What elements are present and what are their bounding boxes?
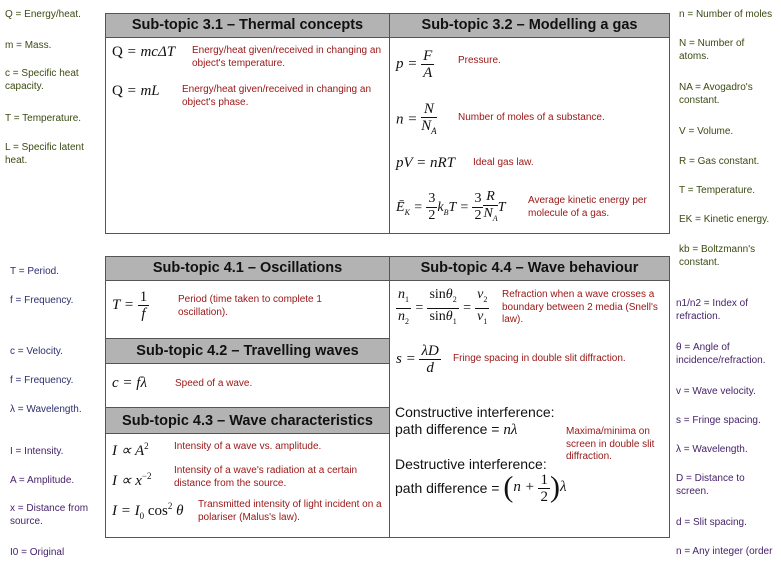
destructive-label: Destructive interference: (395, 456, 547, 472)
topic-4-2-header: Sub-topic 4.2 – Travelling waves (105, 338, 390, 364)
eq-moles: n = $\frac{N}{N_A}$ (396, 101, 437, 136)
legend-na: NA = Avogadro's constant. (679, 82, 753, 106)
constructive-path-label: path difference = (395, 421, 500, 437)
legend-frequency-2: f = Frequency. (10, 375, 74, 386)
eq-malus: $I = I_0$ $\cos^2 \theta$ (112, 501, 184, 521)
eq-q-ml: Q = mL (112, 83, 160, 99)
legend-intensity: I = Intensity. (10, 446, 64, 457)
desc-3-1-2: Energy/heat given/received in changing an object's phase. (182, 84, 372, 108)
legend-wave-velocity: v = Wave velocity. (676, 386, 756, 397)
desc-4-1-1: Period (time taken to complete 1 oscillation). (178, 294, 322, 318)
legend-kb: kb = Boltzmann's constant. (679, 244, 756, 268)
eq-q-mct: Q = mcΔT (112, 44, 176, 60)
eq-pressure: p = $\frac{F}{A}$ (396, 48, 433, 81)
eq-ideal-gas: pV = nRT (396, 155, 456, 171)
desc-3-2-1: Pressure. (458, 55, 501, 66)
topic-3-2-header: Sub-topic 3.2 – Modelling a gas (389, 13, 670, 38)
legend-theta: θ = Angle of incidence/refraction. (676, 342, 766, 366)
eq-snell: $\frac{n_1}{n_2}$ = $\frac{\sin\theta_2}{\sin\theta_1}$ = $\frac{v_2}{v_1}$ (398, 287, 488, 326)
eq-wave-speed: c = fλ (112, 375, 147, 391)
desc-4-2-1: Speed of a wave. (175, 378, 253, 389)
desc-4-4-1: Refraction when a wave crosses a boundary between 2 media (Snell's law). (502, 289, 658, 325)
eq-intensity-distance: $I \propto x^{-2}$ (112, 471, 152, 489)
eq-kinetic: $Ē_K$ = $\frac{3}{2}$ $k_BT$ = $\frac{3}{2}$ $\frac{R}{N_A}$ T (396, 189, 506, 224)
desc-3-2-2: Number of moles of a substance. (458, 112, 605, 123)
legend-slit: d = Slit spacing. (676, 517, 747, 528)
divider-3 (389, 13, 390, 234)
legend-v: V = Volume. (679, 126, 734, 137)
eq-period: T = $\frac{1}{f}$ (112, 289, 148, 322)
legend-distance: x = Distance from source. (10, 503, 89, 527)
constructive-path: path difference = nλ (395, 421, 518, 438)
desc-4-3-3: Transmitted intensity of light incident on a polariser (Malus's law). (198, 499, 382, 523)
legend-amplitude: A = Amplitude. (10, 475, 75, 486)
desc-4-3-1: Intensity of a wave vs. amplitude. (174, 441, 322, 452)
constructive-label: Constructive interference: (395, 404, 555, 420)
desc-3-2-3: Ideal gas law. (473, 157, 534, 168)
eq-fringe: s = $\frac{\lambda D}{d}$ (396, 343, 439, 376)
legend-d-screen: D = Distance to screen. (676, 473, 745, 497)
legend-ek: EK = Kinetic energy. (679, 214, 770, 225)
divider-4 (389, 256, 390, 538)
eq-intensity-amplitude: $I \propto A^2$ (112, 441, 149, 459)
desc-3-2-4: Average kinetic energy per molecule of a gas. (528, 195, 647, 219)
destructive-path: path difference = (n + $\frac{1}{2}$ )λ (395, 471, 567, 505)
desc-4-4-2: Fringe spacing in double slit diffraction. (453, 353, 626, 364)
desc-4-3-2: Intensity of a wave's radiation at a certain distance from the source. (174, 465, 358, 489)
legend-wavelength: λ = Wavelength. (10, 404, 82, 415)
legend-m: m = Mass. (5, 40, 52, 51)
legend-n-moles: n = Number of moles (679, 9, 773, 20)
legend-n-atoms: N = Number of atoms. (679, 38, 745, 62)
legend-original: I0 = Original (10, 547, 65, 558)
legend-r: R = Gas constant. (679, 156, 760, 167)
legend-q: Q = Energy/heat. (5, 9, 81, 20)
topic-4-3-header: Sub-topic 4.3 – Wave characteristics (105, 407, 390, 434)
legend-l: L = Specific latent heat. (5, 142, 84, 166)
legend-t: T = Temperature. (5, 113, 82, 124)
legend-fringe: s = Fringe spacing. (676, 415, 761, 426)
legend-temp: T = Temperature. (679, 185, 756, 196)
legend-period: T = Period. (10, 266, 60, 277)
legend-wavelength-r: λ = Wavelength. (676, 444, 748, 455)
legend-c: c = Specific heat capacity. (5, 68, 79, 92)
legend-index: n1/n2 = Index of refraction. (676, 298, 749, 322)
desc-3-1-1: Energy/heat given/received in changing an object's temperature. (192, 45, 382, 69)
destructive-path-label: path difference = (395, 480, 500, 496)
legend-frequency: f = Frequency. (10, 295, 74, 306)
legend-velocity: c = Velocity. (10, 346, 63, 357)
desc-4-4-3: Maxima/minima on screen in double slit diffraction. (566, 426, 655, 462)
legend-order: n = Any integer (order (676, 546, 773, 557)
topic-4-4-header: Sub-topic 4.4 – Wave behaviour (389, 256, 670, 281)
topic-4-1-header: Sub-topic 4.1 – Oscillations (105, 256, 390, 281)
topic-3-1-header: Sub-topic 3.1 – Thermal concepts (105, 13, 390, 38)
